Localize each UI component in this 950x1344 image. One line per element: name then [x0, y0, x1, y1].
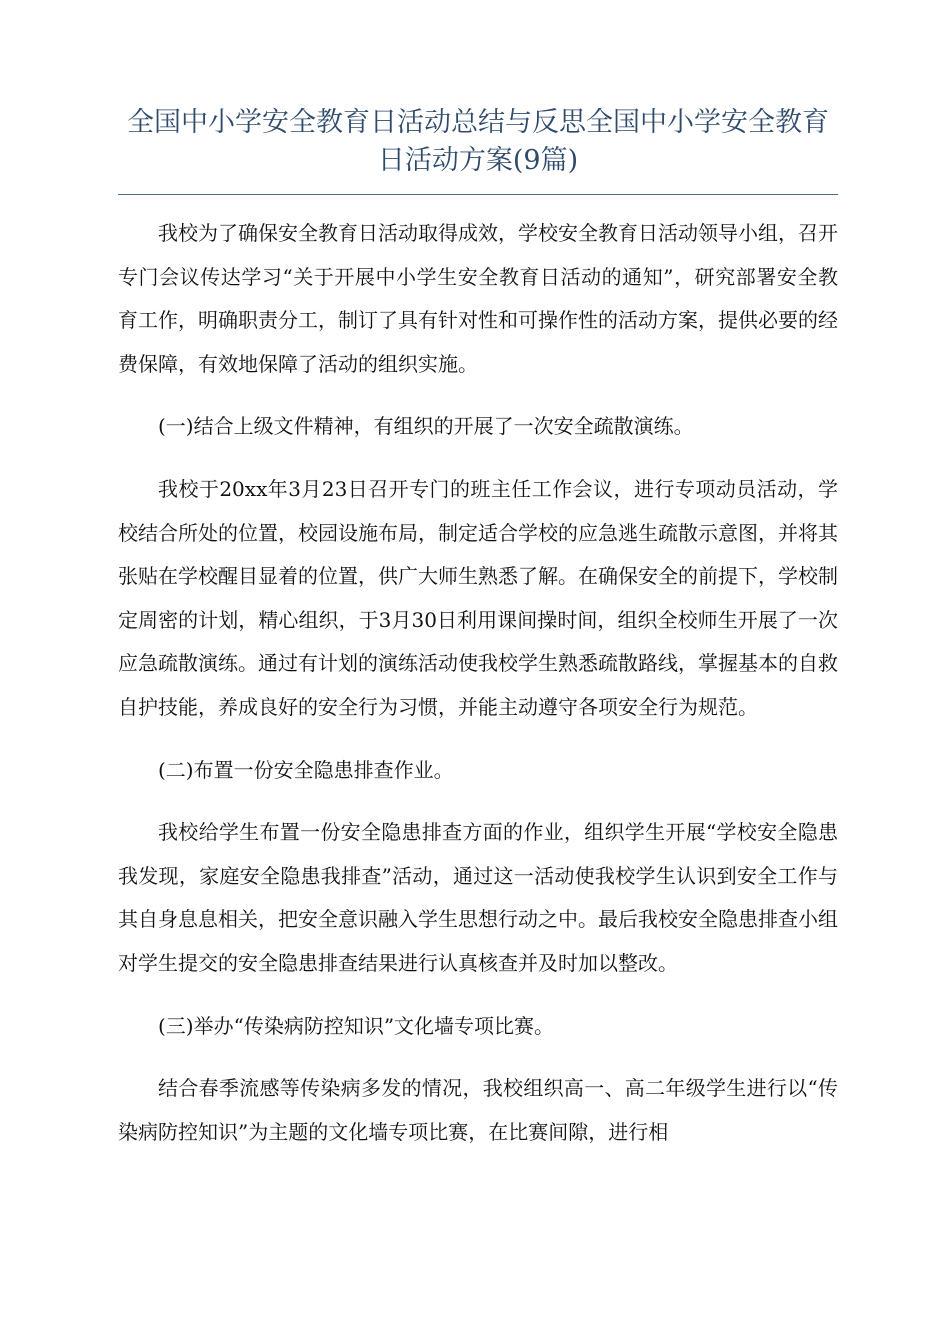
paragraph-culture-wall: 结合春季流感等传染病多发的情况，我校组织高一、高二年级学生进行以“传染病防控知识”为主题的文化墙专项比赛，在比赛间隙，进行相 — [118, 1076, 838, 1144]
paragraph-intro: 我校为了确保安全教育日活动取得成效，学校安全教育日活动领导小组，召开专门会议传达学习“关于开展中小学生安全教育日活动的通知”，研究部署安全教育工作，明确职责分工，制订了具有针对性和可操作性的活动方案，提供必要的经费保障，有效地保障了活动的组织实施。 — [118, 221, 838, 376]
section-heading-2: (二)布置一份安全隐患排查作业。 — [158, 757, 454, 782]
section-heading-1: (一)结合上级文件精神，有组织的开展了一次安全疏散演练。 — [158, 414, 694, 439]
paragraph-hazard-check: 我校给学生布置一份安全隐患排查方面的作业，组织学生开展“学校安全隐患我发现，家庭安全隐患我排查”活动，通过这一活动使我校学生认识到安全工作与其自身息息相关，把安全意识融入学生思想行动之中。最后我校安全隐患排查小组对学生提交的安全隐患排查结果进行认真核查并及时加以整改。 — [118, 820, 838, 975]
document-body — [118, 212, 838, 1173]
paragraph-evacuation-drill: 我校于20xx年3月23日召开专门的班主任工作会议，进行专项动员活动，学校结合所处的位置，校园设施布局，制定适合学校的应急逃生疏散示意图，并将其张贴在学校醒目显着的位置，供广大师生熟悉了解。在确保安全的前提下，学校制定周密的计划，精心组织，于3月30日利用课间操时间，组织全校师生开展了一次应急疏散演练。通过有计划的演练活动使我校学生熟悉疏散路线，掌握基本的自救自护技能，养成良好的安全行为习惯，并能主动遵守各项安全行为规范。 — [118, 476, 838, 719]
document-title: 全国中小学安全教育日活动总结与反思全国中小学安全教育日活动方案(9篇) — [127, 107, 829, 176]
section-heading-3: (三)举办“传染病防控知识”文化墙专项比赛。 — [158, 1013, 555, 1038]
title-divider — [118, 194, 838, 195]
